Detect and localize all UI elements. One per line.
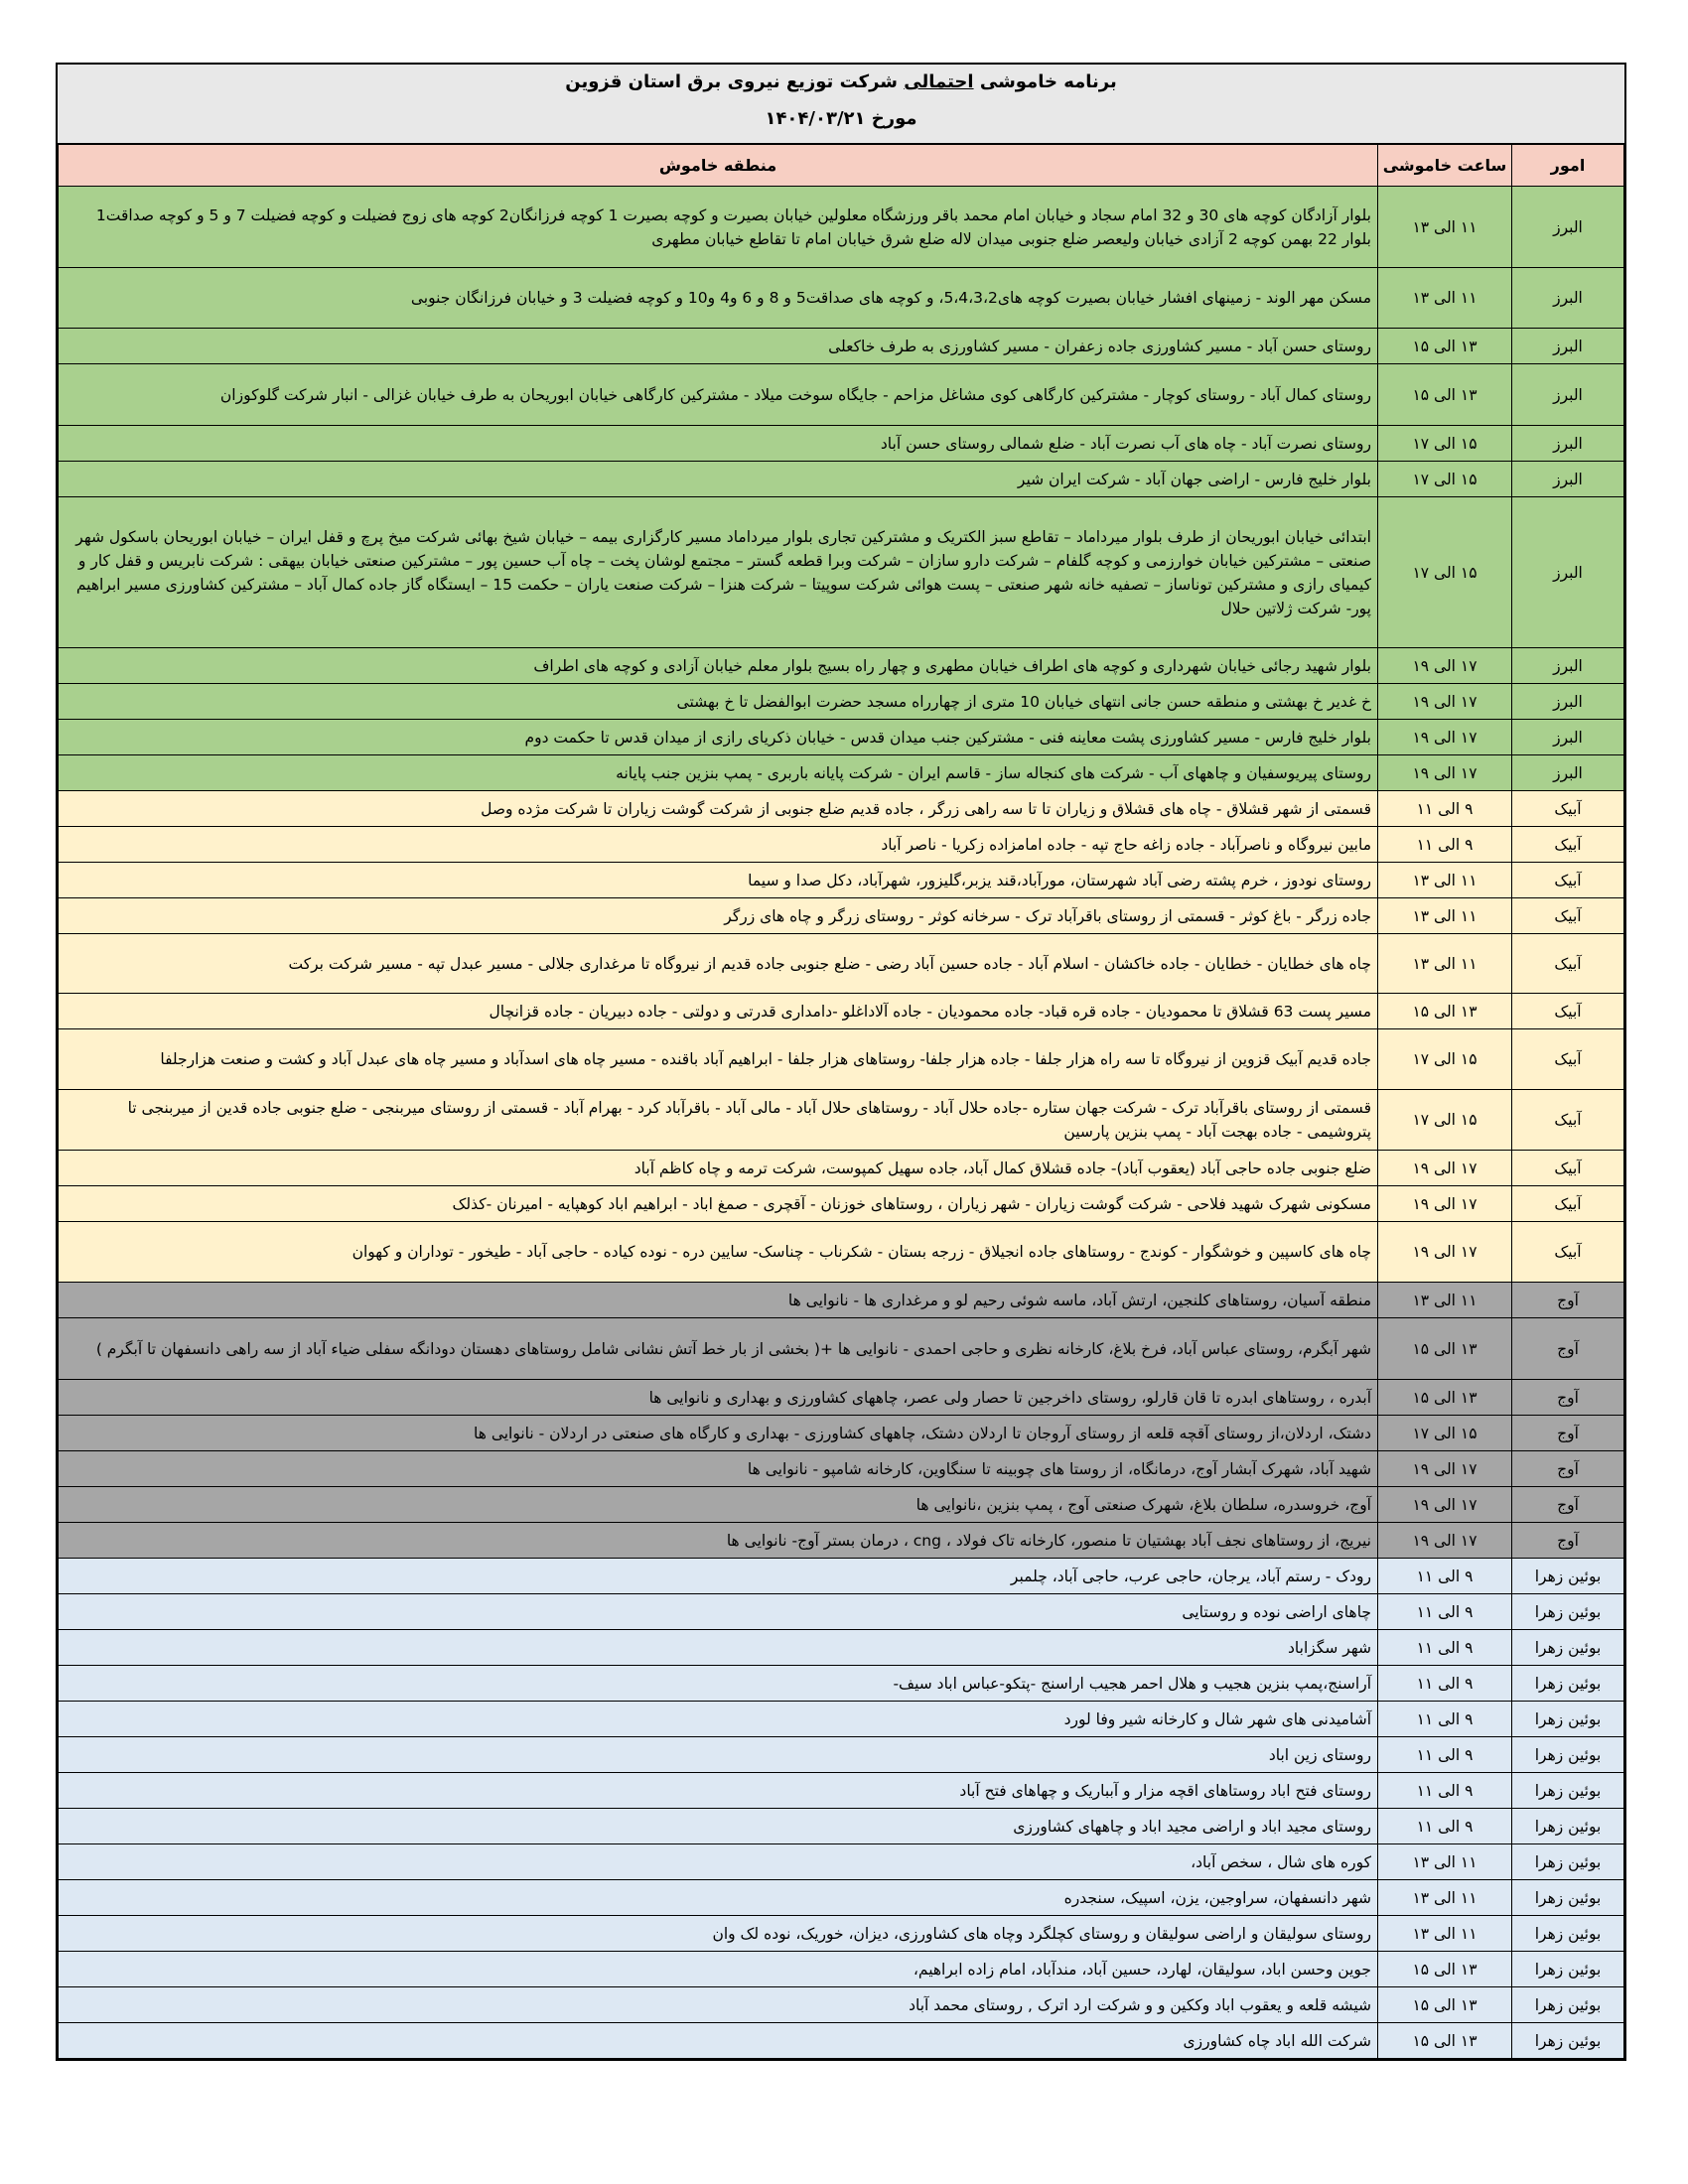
- outage-schedule-sheet: [56, 63, 1626, 2061]
- table-row: [59, 1222, 1624, 1283]
- omor-cell: بوئین زهرا: [1512, 1737, 1624, 1773]
- area-cell: جاده زرگر - باغ کوثر - قسمتی از روستای باقرآباد ترک - سرخانه کوثر - روستای زرگر و چاه های زرگر: [59, 898, 1378, 934]
- table-row: [59, 1523, 1624, 1559]
- table-row: [59, 1952, 1624, 1987]
- table-row: [59, 684, 1624, 720]
- omor-cell: آوج: [1512, 1523, 1624, 1559]
- time-cell: ۱۳ الی ۱۵: [1378, 364, 1512, 426]
- table-row: [59, 1090, 1624, 1151]
- table-row: [59, 1594, 1624, 1630]
- time-cell: ۱۱ الی ۱۳: [1378, 187, 1512, 268]
- omor-cell: آبیک: [1512, 1222, 1624, 1283]
- area-cell: شهید آباد، شهرک آبشار آوج، درمانگاه، از روستا های چوبینه تا سنگاوین، کارخانه شامپو - نانوایی ها: [59, 1451, 1378, 1487]
- table-row: [59, 1559, 1624, 1594]
- time-cell: ۹ الی ۱۱: [1378, 1559, 1512, 1594]
- omor-cell: بوئین زهرا: [1512, 1952, 1624, 1987]
- omor-cell: بوئین زهرا: [1512, 1987, 1624, 2023]
- area-cell: مسیر پست 63 قشلاق تا محمودیان - جاده قره قباد- جاده محمودیان - جاده آلاداغلو -دامداری قدرتی و دولتی - جاده دبیریان - جاده قزانچال: [59, 994, 1378, 1029]
- table-row: [59, 187, 1624, 268]
- time-cell: ۱۱ الی ۱۳: [1378, 268, 1512, 329]
- omor-cell: آبیک: [1512, 827, 1624, 863]
- time-cell: ۱۵ الی ۱۷: [1378, 1416, 1512, 1451]
- time-cell: ۱۷ الی ۱۹: [1378, 684, 1512, 720]
- omor-cell: بوئین زهرا: [1512, 1559, 1624, 1594]
- area-cell: بلوار خلیج فارس - اراضی جهان آباد - شرکت ایران شیر: [59, 462, 1378, 497]
- time-cell: ۱۷ الی ۱۹: [1378, 1523, 1512, 1559]
- area-cell: روستای کمال آباد - روستای کوچار - مشترکین کارگاهی کوی مشاغل مزاحم - جایگاه سوخت میلاد - مشترکین کارگاهی خیابان ابوریحان به طرف خیابان غزالی - انبار شرکت گلوکوزان: [59, 364, 1378, 426]
- time-cell: ۱۳ الی ۱۵: [1378, 2023, 1512, 2059]
- area-cell: آوج، خروسدره، سلطان بلاغ، شهرک صنعتی آوج ، پمپ بنزین ،نانوایی ها: [59, 1487, 1378, 1523]
- area-cell: شهر آبگرم، روستای عباس آباد، فرخ بلاغ، کارخانه نظری و حاجی احمدی - نانوایی ها +( بخشی از بار خط آتش نشانی شامل روستاهای دهستان دودانگه سفلی ضیاء آباد از سه راهی دانسفهان تا آبگرم ): [59, 1318, 1378, 1380]
- omor-cell: بوئین زهرا: [1512, 1594, 1624, 1630]
- area-cell: نیریج، از روستاهای نجف آباد بهشتیان تا منصور، کارخانه تاک فولاد ، cng ، درمان بستر آوج- نانوایی ها: [59, 1523, 1378, 1559]
- page-title: [58, 65, 1624, 101]
- area-cell: روستای پیریوسفیان و چاههای آب - شرکت های کنجاله ساز - قاسم ایران - شرکت پایانه باربری - پمپ بنزین جنب پایانه: [59, 755, 1378, 791]
- table-row: [59, 863, 1624, 898]
- table-row: [59, 1666, 1624, 1702]
- outage-table: [58, 144, 1624, 2059]
- time-cell: ۱۱ الی ۱۳: [1378, 1844, 1512, 1880]
- time-cell: ۹ الی ۱۱: [1378, 1666, 1512, 1702]
- time-cell: ۹ الی ۱۱: [1378, 1594, 1512, 1630]
- area-cell: مابین نیروگاه و ناصرآباد - جاده زاغه حاج تپه - جاده امامزاده زکریا - ناصر آباد: [59, 827, 1378, 863]
- table-row: [59, 1702, 1624, 1737]
- table-row: [59, 1451, 1624, 1487]
- area-cell: شهر سگزاباد: [59, 1630, 1378, 1666]
- title-emphasis: احتمالی: [904, 71, 974, 92]
- area-cell: قسمتی از روستای باقرآباد ترک - شرکت جهان ستاره -جاده حلال آباد - روستاهای حلال آباد - مالی آباد - باقرآباد کرد - بهرام آباد - قسمتی از روستای میربنجی - ضلع جنوبی جاده قدین از میربنجی تا پتروشیمی - جاده بهجت آباد - پمپ بنزین پارسین: [59, 1090, 1378, 1151]
- area-cell: چاهای اراضی نوده و روستایی: [59, 1594, 1378, 1630]
- omor-cell: البرز: [1512, 364, 1624, 426]
- area-cell: بلوار آزادگان کوچه های 30 و 32 امام سجاد و خیابان امام محمد باقر ورزشگاه معلولین خیابان بصیرت و کوچه بصیرت 1 کوچه فرزانگان2 کوچه های زوج فضیلت و کوچه فضیلت 7 و 5 و کوچه صداقت1 بلوار 22 بهمن کوچه 2 آزادی خیابان ولیعصر ضلع جنوبی میدان لاله ضلع شرق خیابان امام تا تقاطع خیابان مطهری: [59, 187, 1378, 268]
- area-cell: کوره های شال ، سخص آباد،: [59, 1844, 1378, 1880]
- area-cell: ضلع جنوبی جاده حاجی آباد (یعقوب آباد)- جاده قشلاق کمال آباد، جاده سهیل کمپوست، شرکت ترمه و چاه کاظم آباد: [59, 1151, 1378, 1186]
- table-row: [59, 720, 1624, 755]
- omor-cell: البرز: [1512, 497, 1624, 648]
- time-cell: ۱۳ الی ۱۵: [1378, 1380, 1512, 1416]
- omor-cell: البرز: [1512, 648, 1624, 684]
- table-row: [59, 2023, 1624, 2059]
- time-cell: ۱۵ الی ۱۷: [1378, 426, 1512, 462]
- area-cell: روستای نودوز ، خرم پشته رضی آباد شهرستان، مورآباد،قند یزبر،گلیزور، شهرآباد، دکل صدا و سیما: [59, 863, 1378, 898]
- table-row: [59, 791, 1624, 827]
- table-row: [59, 1630, 1624, 1666]
- omor-cell: البرز: [1512, 426, 1624, 462]
- area-cell: مسکونی شهرک شهید فلاحی - شرکت گوشت زیاران - شهر زیاران ، روستاهای خوزنان - آقچری - صمغ اباد - ابراهیم اباد کوهپایه - امیرنان -کذلک: [59, 1186, 1378, 1222]
- area-cell: ابتدائی خیابان ابوریحان از طرف بلوار میرداماد – تقاطع سبز الکتریک و مشترکین تجاری بلوار میرداماد مسیر کارگزاری بیمه – خیابان شیخ بهائی شرکت میخ پرچ و قفل ایران – خیابان ابوریحان باسکول شهر صنعتی – مشترکین خیابان خوارزمی و کوچه گلفام – شرکت دارو سازان – شرکت وبرا قطعه گستر – مجتمع لوشان پخت – چاه آب حسین پور – مشترکین صنعتی خیابان بیهقی : شرکت نابریس و قفل کار و کیمیای رازی و مشترکین توناساز – تصفیه خانه شهر صنعتی – پست هوائی شرکت سوپیتا – شرکت هنزا – شرکت صنعت یاران – حکمت 15 – ایستگاه گاز جاده کمال آباد – مشترکین کشاورزی مسیر ابراهیم پور- شرکت ژلاتین حلال: [59, 497, 1378, 648]
- table-row: [59, 648, 1624, 684]
- time-cell: ۱۵ الی ۱۷: [1378, 462, 1512, 497]
- time-cell: ۱۷ الی ۱۹: [1378, 1487, 1512, 1523]
- area-cell: شیشه قلعه و یعقوب اباد وککین و و شرکت ارد اترک , روستای محمد آباد: [59, 1987, 1378, 2023]
- table-row: [59, 329, 1624, 364]
- area-cell: جاده قدیم آبیک قزوین از نیروگاه تا سه راه هزار جلفا - جاده هزار جلفا- روستاهای هزار جلفا - ابراهیم آباد باقنده - مسیر چاه های اسدآباد و مسیر چاه های عبدل آباد و کشت و صنعت هزارجلفا: [59, 1029, 1378, 1090]
- omor-cell: البرز: [1512, 684, 1624, 720]
- time-cell: ۱۷ الی ۱۹: [1378, 755, 1512, 791]
- time-cell: ۱۷ الی ۱۹: [1378, 720, 1512, 755]
- time-cell: ۱۳ الی ۱۵: [1378, 1952, 1512, 1987]
- time-cell: ۱۱ الی ۱۳: [1378, 1283, 1512, 1318]
- omor-cell: البرز: [1512, 329, 1624, 364]
- omor-cell: بوئین زهرا: [1512, 1702, 1624, 1737]
- table-header-row: [59, 145, 1624, 187]
- time-cell: ۱۵ الی ۱۷: [1378, 497, 1512, 648]
- time-cell: ۹ الی ۱۱: [1378, 827, 1512, 863]
- omor-cell: آبیک: [1512, 934, 1624, 994]
- omor-cell: آبیک: [1512, 898, 1624, 934]
- table-row: [59, 1987, 1624, 2023]
- table-row: [59, 994, 1624, 1029]
- omor-cell: آوج: [1512, 1451, 1624, 1487]
- time-cell: ۱۳ الی ۱۵: [1378, 329, 1512, 364]
- omor-cell: بوئین زهرا: [1512, 1773, 1624, 1809]
- table-row: [59, 898, 1624, 934]
- table-body: [59, 187, 1624, 2059]
- time-cell: ۱۷ الی ۱۹: [1378, 648, 1512, 684]
- time-cell: ۱۷ الی ۱۹: [1378, 1186, 1512, 1222]
- time-cell: ۹ الی ۱۱: [1378, 1702, 1512, 1737]
- area-cell: خ غدیر خ بهشتی و منطقه حسن جانی انتهای خیابان 10 متری از چهارراه مسجد حضرت ابوالفضل تا خ بهشتی: [59, 684, 1378, 720]
- time-cell: ۱۳ الی ۱۵: [1378, 1318, 1512, 1380]
- table-row: [59, 1029, 1624, 1090]
- schedule-header: [58, 65, 1624, 144]
- table-row: [59, 1283, 1624, 1318]
- time-cell: ۱۱ الی ۱۳: [1378, 898, 1512, 934]
- area-cell: مسکن مهر الوند - زمینهای افشار خیابان بصیرت کوچه های5،4،3،2، و کوچه های صداقت5 و 8 و 6 و4 و10 و کوچه فضیلت 3 و خیابان فرزانگان جنوبی: [59, 268, 1378, 329]
- area-cell: شهر دانسفهان، سراوجین، یزن، اسپیک، سنجدره: [59, 1880, 1378, 1916]
- time-cell: ۱۱ الی ۱۳: [1378, 1880, 1512, 1916]
- omor-cell: البرز: [1512, 462, 1624, 497]
- omor-cell: بوئین زهرا: [1512, 1916, 1624, 1952]
- table-row: [59, 497, 1624, 648]
- area-cell: آشامیدنی های شهر شال و کارخانه شیر وفا لورد: [59, 1702, 1378, 1737]
- omor-cell: بوئین زهرا: [1512, 1880, 1624, 1916]
- table-row: [59, 1487, 1624, 1523]
- title-company: شرکت توزیع نیروی برق استان قزوین: [565, 71, 898, 92]
- omor-cell: آبیک: [1512, 1186, 1624, 1222]
- omor-cell: بوئین زهرا: [1512, 1844, 1624, 1880]
- table-row: [59, 1880, 1624, 1916]
- time-cell: ۱۱ الی ۱۳: [1378, 1916, 1512, 1952]
- omor-cell: آوج: [1512, 1416, 1624, 1451]
- omor-cell: بوئین زهرا: [1512, 1666, 1624, 1702]
- column-header-omor: امور: [1512, 145, 1624, 187]
- table-row: [59, 1737, 1624, 1773]
- table-row: [59, 827, 1624, 863]
- area-cell: شرکت الله اباد چاه کشاورزی: [59, 2023, 1378, 2059]
- schedule-date: مورخ ۱۴۰۴/۰۳/۲۱: [765, 108, 917, 129]
- table-row: [59, 462, 1624, 497]
- omor-cell: آوج: [1512, 1487, 1624, 1523]
- area-cell: چاه های خطایان - خطایان - جاده خاکشان - اسلام آباد - جاده حسین آباد رضی - ضلع جنوبی جاده قدیم از نیروگاه تا مرغداری جلالی - مسیر عبدل تپه - مسیر شرکت برکت: [59, 934, 1378, 994]
- time-cell: ۹ الی ۱۱: [1378, 1630, 1512, 1666]
- time-cell: ۹ الی ۱۱: [1378, 791, 1512, 827]
- time-cell: ۱۳ الی ۱۵: [1378, 994, 1512, 1029]
- area-cell: چاه های کاسپین و خوشگوار - کوندج - روستاهای جاده انجیلاق - زرجه بستان - شکرناب - چناسک- سایین دره - نوده کیاده - حاجی آباد - طیخور - توداران و کهوان: [59, 1222, 1378, 1283]
- time-cell: ۱۳ الی ۱۵: [1378, 1987, 1512, 2023]
- area-cell: بلوار شهید رجائی خیابان شهرداری و کوچه های اطراف خیابان مطهری و چهار راه بسیج بلوار معلم خیابان آزادی و کوچه های اطراف: [59, 648, 1378, 684]
- area-cell: روستای سولیقان و اراضی سولیقان و روستای کچلگرد وچاه های کشاورزی، دیزان، خوریک، نوده لک وان: [59, 1916, 1378, 1952]
- omor-cell: البرز: [1512, 720, 1624, 755]
- area-cell: روستای زین اباد: [59, 1737, 1378, 1773]
- omor-cell: آبیک: [1512, 863, 1624, 898]
- time-cell: ۱۱ الی ۱۳: [1378, 934, 1512, 994]
- column-header-area: منطقه خاموش: [59, 145, 1378, 187]
- omor-cell: آوج: [1512, 1380, 1624, 1416]
- table-row: [59, 1380, 1624, 1416]
- title-text: برنامه خاموشی: [979, 71, 1117, 92]
- table-row: [59, 1809, 1624, 1844]
- area-cell: دشتک، اردلان،از روستای آقچه قلعه از روستای آروجان تا اردلان دشتک، چاههای کشاورزی - بهداری و کارگاه های صنعتی در اردلان - نانوایی ها: [59, 1416, 1378, 1451]
- table-row: [59, 1416, 1624, 1451]
- omor-cell: آوج: [1512, 1318, 1624, 1380]
- area-cell: بلوار خلیج فارس - مسیر کشاورزی پشت معاینه فنی - مشترکین جنب میدان قدس - خیابان ذکریای رازی از میدان قدس تا حکمت دوم: [59, 720, 1378, 755]
- omor-cell: آبیک: [1512, 791, 1624, 827]
- table-row: [59, 1916, 1624, 1952]
- time-cell: ۱۷ الی ۱۹: [1378, 1222, 1512, 1283]
- time-cell: ۱۷ الی ۱۹: [1378, 1451, 1512, 1487]
- time-cell: ۱۱ الی ۱۳: [1378, 863, 1512, 898]
- time-cell: ۱۵ الی ۱۷: [1378, 1029, 1512, 1090]
- omor-cell: بوئین زهرا: [1512, 1809, 1624, 1844]
- table-row: [59, 1318, 1624, 1380]
- area-cell: روستای فتح اباد روستاهای اقچه مزار و آبباریک و چهاهای فتح آباد: [59, 1773, 1378, 1809]
- omor-cell: البرز: [1512, 187, 1624, 268]
- omor-cell: البرز: [1512, 268, 1624, 329]
- area-cell: روستای حسن آباد - مسیر کشاورزی جاده زعفران - مسیر کشاورزی به طرف خاکعلی: [59, 329, 1378, 364]
- time-cell: ۹ الی ۱۱: [1378, 1773, 1512, 1809]
- omor-cell: البرز: [1512, 755, 1624, 791]
- omor-cell: آبیک: [1512, 1029, 1624, 1090]
- area-cell: روستای نصرت آباد - چاه های آب نصرت آباد - ضلع شمالی روستای حسن آباد: [59, 426, 1378, 462]
- omor-cell: آبیک: [1512, 1151, 1624, 1186]
- area-cell: رودک - رستم آباد، یرجان، حاجی عرب، حاجی آباد، چلمبر: [59, 1559, 1378, 1594]
- table-row: [59, 426, 1624, 462]
- omor-cell: آبیک: [1512, 1090, 1624, 1151]
- omor-cell: آوج: [1512, 1283, 1624, 1318]
- time-cell: ۹ الی ۱۱: [1378, 1809, 1512, 1844]
- table-row: [59, 1186, 1624, 1222]
- area-cell: روستای مجید اباد و اراضی مجید اباد و چاههای کشاورزی: [59, 1809, 1378, 1844]
- omor-cell: بوئین زهرا: [1512, 1630, 1624, 1666]
- time-cell: ۹ الی ۱۱: [1378, 1737, 1512, 1773]
- area-cell: منطقه آسیان، روستاهای کلنجین، ارتش آباد، ماسه شوئی رحیم لو و مرغداری ها - نانوایی ها: [59, 1283, 1378, 1318]
- area-cell: قسمتی از شهر قشلاق - چاه های قشلاق و زیاران تا تا سه راهی زرگر ، جاده قدیم ضلع جنوبی از شرکت گوشت زیاران تا شرکت مژده وصل: [59, 791, 1378, 827]
- area-cell: آبدره ، روستاهای ابدره تا قان قارلو، روستای داخرجین تا حصار ولی عصر، چاههای کشاورزی و بهداری و نانوایی ها: [59, 1380, 1378, 1416]
- table-row: [59, 1773, 1624, 1809]
- table-row: [59, 1151, 1624, 1186]
- table-row: [59, 1844, 1624, 1880]
- time-cell: ۱۵ الی ۱۷: [1378, 1090, 1512, 1151]
- column-header-time: ساعت خاموشی: [1378, 145, 1512, 187]
- omor-cell: بوئین زهرا: [1512, 2023, 1624, 2059]
- table-row: [59, 755, 1624, 791]
- table-row: [59, 364, 1624, 426]
- area-cell: آراسنج،پمپ بنزین هجیب و هلال احمر هجیب اراسنج -پتکو-عباس اباد سیف-: [59, 1666, 1378, 1702]
- table-row: [59, 934, 1624, 994]
- table-row: [59, 268, 1624, 329]
- area-cell: جوین وحسن اباد، سولیقان، لهارد، حسین آباد، مندآباد، امام زاده ابراهیم،: [59, 1952, 1378, 1987]
- omor-cell: آبیک: [1512, 994, 1624, 1029]
- time-cell: ۱۷ الی ۱۹: [1378, 1151, 1512, 1186]
